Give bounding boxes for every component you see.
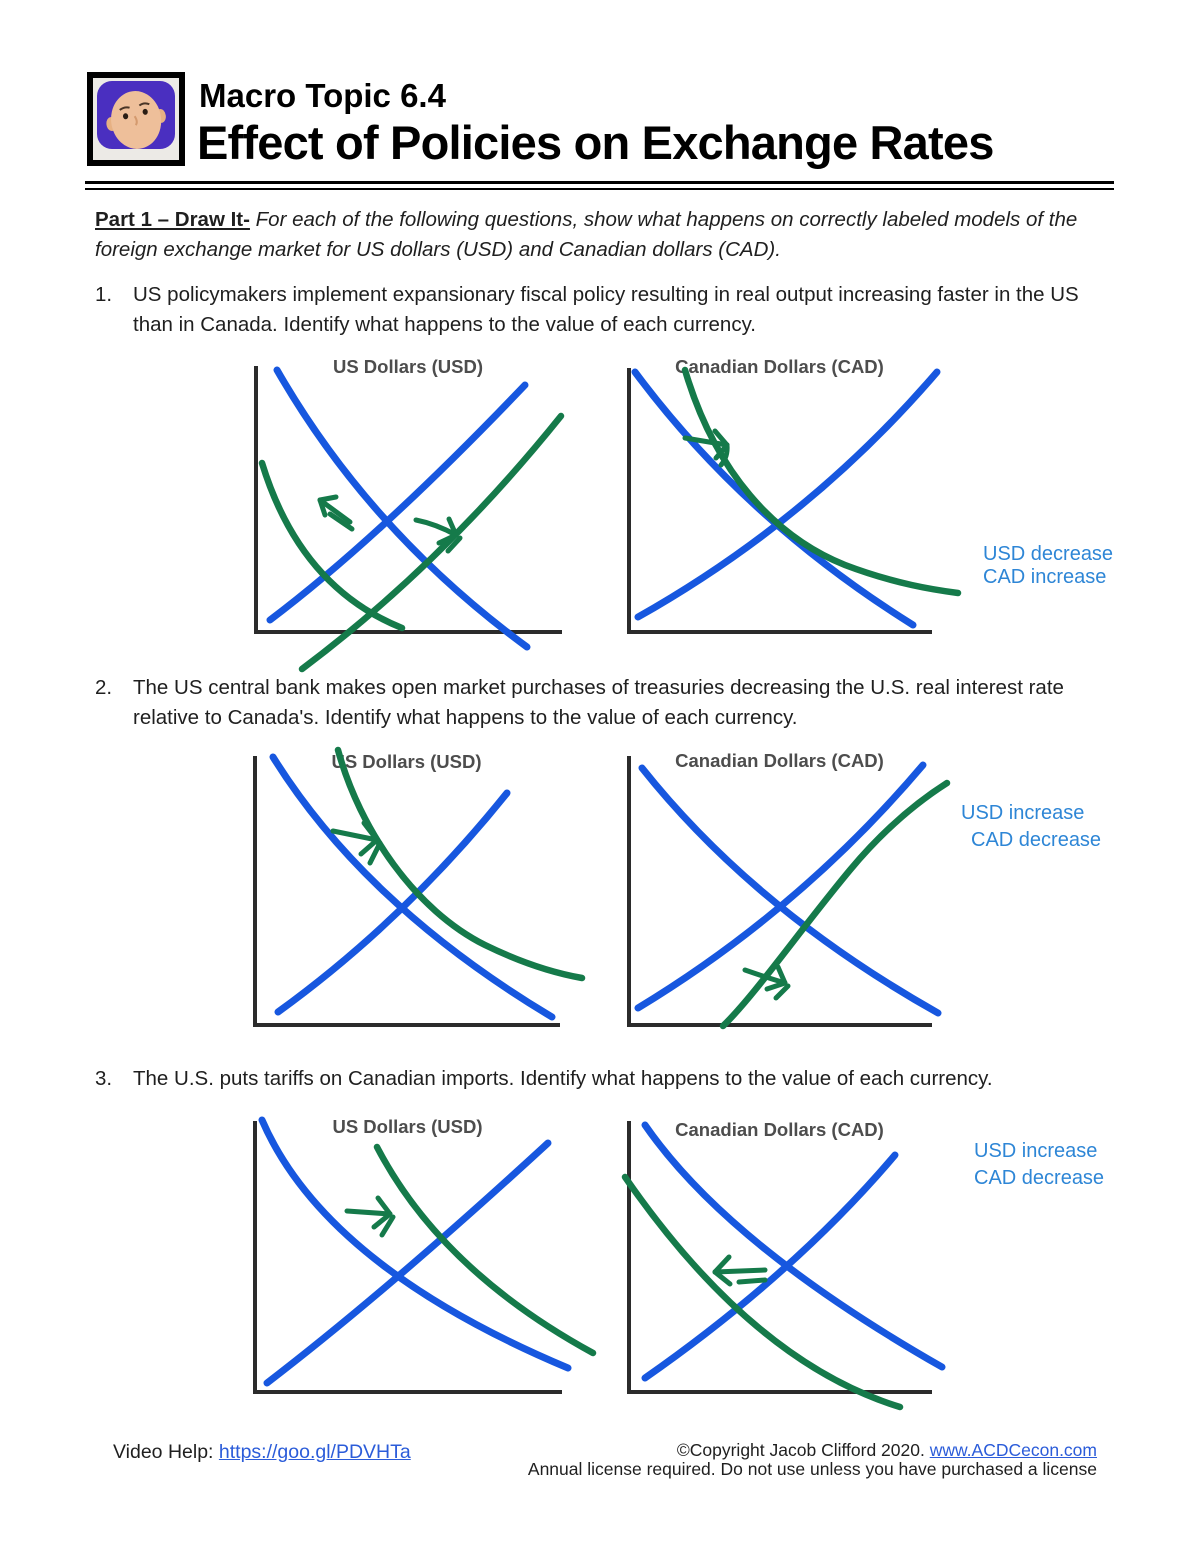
q2-usd-graph [230,745,575,1040]
acdc-logo [87,72,185,166]
q1-usd-graph [230,352,570,652]
page-title: Effect of Policies on Exchange Rates [197,116,994,169]
question-2 [95,673,1110,733]
usd-answer: USD increase [961,802,1085,824]
part1-label: Part 1 – Draw It- [95,208,250,231]
shifted-demand-curve-green [338,750,582,978]
graph-title: US Dollars (USD) [332,1116,483,1137]
topic-heading: Macro Topic 6.4 [199,77,446,114]
copyright-text: ©Copyright Jacob Clifford 2020. [676,1440,925,1460]
graph-title: Canadian Dollars (CAD) [675,356,884,377]
cad-answer: CAD decrease [971,829,1102,851]
shifted-demand-curve-green [625,1177,900,1407]
q3-cad-graph [615,1110,975,1422]
q3-usd-graph-canvas [230,1110,580,1410]
copyright-block [497,1441,1097,1479]
question-3 [95,1064,1110,1094]
q1-usd-graph-canvas [230,352,570,652]
shifted-supply-curve-green [723,783,947,1026]
graph-title: US Dollars (USD) [331,751,482,772]
q2-cad-graph-canvas [615,745,975,1040]
question-number: 2. [95,676,113,699]
q2-cad-graph [615,745,975,1040]
video-help [113,1441,411,1464]
left-shift-arrow [320,497,352,529]
right-shift-arrow [347,1198,393,1235]
graph-title: Canadian Dollars (CAD) [675,1119,884,1140]
question-number: 1. [95,283,113,306]
demand-curve-blue [645,1125,942,1367]
left-shift-arrow [715,1257,765,1284]
question-text: The US central bank makes open market purchases of treasuries decreasing the U.S. real interest rate relative to Canada's. Identify what happens to the value of each currency. [133,676,1064,729]
usd-answer: USD increase [974,1140,1098,1162]
shifted-demand-curve-green [377,1147,593,1353]
q3-cad-graph-canvas [615,1110,975,1422]
question-text: US policymakers implement expansionary fiscal policy resulting in real output increasing faster in the US than in Canada. Identify what happens to the value of each currency. [133,283,1079,336]
graph-title: US Dollars (USD) [332,356,484,377]
cad-answer: CAD decrease [974,1167,1105,1189]
question-number: 3. [95,1067,113,1090]
video-help-label: Video Help: [113,1441,214,1463]
q1-cad-graph-canvas [615,352,975,652]
part1-instruction-text: For each of the following questions, show what happens on correctly labeled models of the foreign exchange market for US dollars (USD) and Canadian dollars (CAD). [95,208,1078,261]
cad-answer: CAD increase [983,566,1107,588]
answer-q3 [974,1138,1104,1192]
license-text: Annual license required. Do not use unless you have purchased a license [527,1459,1097,1479]
axes [255,1123,560,1392]
q1-cad-graph [615,352,975,652]
q3-usd-graph [230,1110,580,1410]
usd-answer: USD decrease [983,543,1114,565]
copyright-line [497,1441,1097,1460]
supply-curve-blue [267,1143,548,1383]
instructor-photo [87,72,185,166]
header-rule [85,181,1114,190]
video-help-link[interactable]: https://goo.gl/PDVHTa [218,1441,411,1463]
supply-curve-blue [645,1155,895,1378]
answer-q1 [983,543,1113,589]
question-text: The U.S. puts tariffs on Canadian imports. Identify what happens to the value of each currency. [133,1067,993,1090]
answer-q2 [961,800,1101,854]
part1-instructions [95,205,1115,265]
acdcecon-link[interactable]: www.ACDCecon.com [929,1440,1097,1460]
demand-curve-blue [635,372,913,625]
q2-usd-graph-canvas [230,745,575,1040]
demand-curve-blue [262,1120,568,1368]
question-1 [95,280,1110,340]
graph-title: Canadian Dollars (CAD) [675,750,884,771]
right-shift-arrow [416,519,460,551]
